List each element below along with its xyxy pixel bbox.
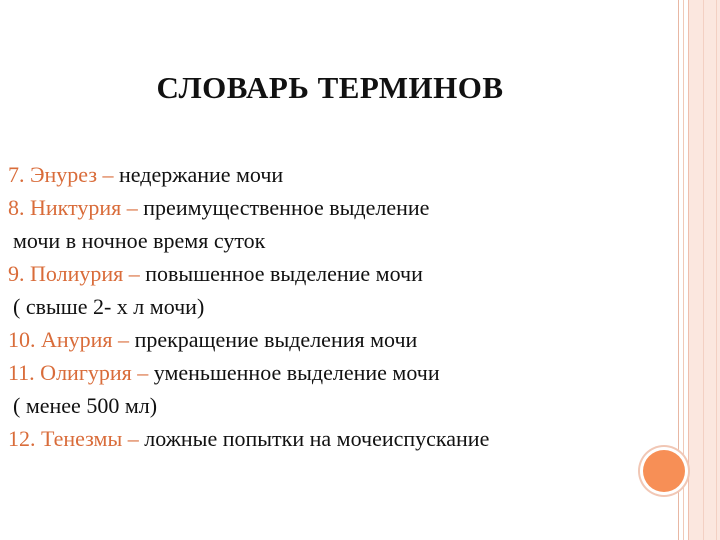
glossary-definition: преимущественное выделение	[143, 195, 430, 220]
right-border-line	[688, 0, 689, 540]
glossary-entry	[8, 323, 658, 356]
glossary-term: 12. Тенезмы –	[8, 426, 139, 451]
glossary-definition: прекращение выделения мочи	[134, 327, 418, 352]
glossary-definition: ложные попытки на мочеиспускание	[144, 426, 490, 451]
glossary-definition-continuation: ( менее 500 мл)	[13, 393, 158, 418]
glossary-definition: уменьшенное выделение мочи	[153, 360, 440, 385]
glossary-entry	[8, 356, 658, 389]
slide-title: СЛОВАРЬ ТЕРМИНОВ	[156, 70, 504, 105]
glossary-term: 8. Никтурия –	[8, 195, 138, 220]
glossary-definition-continuation: ( свыше 2- х л мочи)	[13, 294, 205, 319]
glossary-term: 10. Анурия –	[8, 327, 130, 352]
glossary-list	[8, 158, 658, 455]
glossary-definition: недержание мочи	[119, 162, 284, 187]
right-border-line	[716, 0, 717, 540]
glossary-term: 7. Энурез –	[8, 162, 114, 187]
glossary-entry	[8, 257, 658, 290]
glossary-definition-continuation: мочи в ночное время суток	[13, 228, 266, 253]
glossary-entry	[8, 158, 658, 191]
glossary-term: 11. Олигурия –	[8, 360, 149, 385]
decorative-circle-icon	[643, 450, 685, 492]
glossary-definition: повышенное выделение мочи	[145, 261, 423, 286]
right-border-line	[683, 0, 684, 540]
right-border-line	[703, 0, 704, 540]
glossary-entry	[8, 191, 658, 224]
glossary-term: 9. Полиурия –	[8, 261, 140, 286]
glossary-entry	[8, 422, 658, 455]
